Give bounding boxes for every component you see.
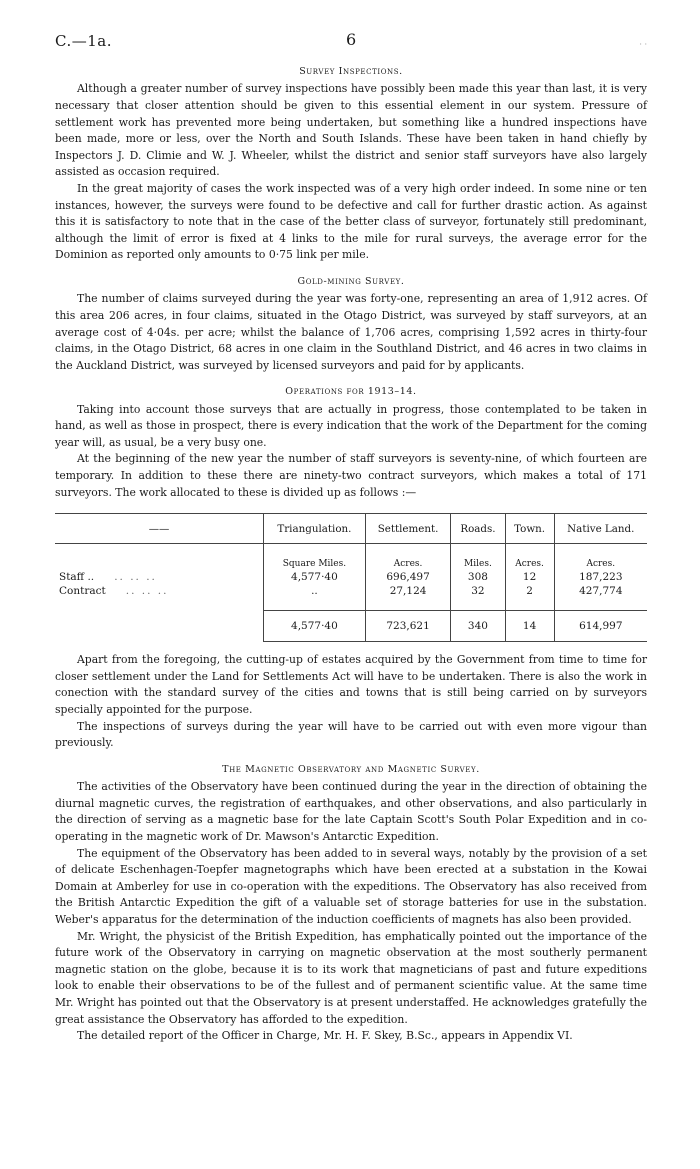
table-cell: 2 [505, 584, 554, 611]
table-units-row [55, 544, 647, 571]
paragraph: Taking into account those surveys that are actually in progress, those contemplated to be taken in hand, as well as those in prospect, there is every indication that the work of the Department for the coming year will, as usual, be a very busy one. [55, 402, 647, 449]
table-header-cell: Triangulation. [264, 514, 366, 544]
row-label: Staff .. .. .. .. [59, 571, 157, 584]
table-cell: 308 [451, 570, 505, 584]
total-cell: 723,621 [365, 611, 450, 642]
section-title-gold-mining: Gold-mining Survey. [297, 275, 405, 287]
document-page [55, 28, 647, 1045]
paragraph: In the great majority of cases the work inspected was of a very high order indeed. In some nine or ten instances, however, the surveys were found to be defective and call for further drastic action. As against this it is satisfactory to note that in the case of the better class of surveyor, fortunately still predominant, although the limit of error is fixed at 4 links to the mile for rural surveys, the average error for the Dominion as reported only amounts to 0·75 link per mile. [55, 181, 647, 262]
paragraph: The number of claims surveyed during the year was forty-one, representing an area of 1,912 acres. Of this area 206 acres, in four claims, situated in the Otago District, was surveyed by staff surveyors, at an average cost of 4·04s. per acre; whilst the balance of 1,706 acres, comprising 1,592 acres in thirty-four claims, in the Otago District, 68 acres in one claim in the Southland District, and 46 acres in two claims in the Auckland District, was surveyed by licensed surveyors and paid for by applicants. [55, 292, 647, 372]
table-cell: 427,774 [554, 584, 647, 611]
total-cell: 340 [451, 611, 505, 642]
page-header [55, 28, 647, 54]
table-cell: 27,124 [365, 584, 450, 611]
table-cell: 4,577·40 [264, 570, 366, 584]
table-header-cell: Roads. [451, 514, 505, 544]
work-allocation-table [55, 513, 647, 642]
total-cell: 14 [505, 611, 554, 642]
header-mark: · · [639, 40, 647, 49]
paragraph: The inspections of surveys during the year will have to be carried out with even more vigour than previously. [55, 719, 647, 750]
leader-dots: .. .. .. [125, 585, 169, 598]
section-title-operations: Operations for 1913–14. [285, 386, 417, 398]
row-label: Contract .. .. .. [59, 585, 169, 598]
paragraph: The detailed report of the Officer in Charge, Mr. H. F. Skey, B.Sc., appears in Appendix VI. [77, 1029, 573, 1043]
table-cell: 12 [505, 570, 554, 584]
table-header-blank: —— [55, 514, 264, 544]
table-cell: 187,223 [554, 570, 647, 584]
table-header-cell: Town. [505, 514, 554, 544]
total-cell: 4,577·40 [264, 611, 366, 642]
total-cell: 614,997 [554, 611, 647, 642]
table-unit-cell: Acres. [505, 544, 554, 571]
paragraph: The equipment of the Observatory has been added to in several ways, notably by the provision of a set of delicate Eschenhagen-Toepfer magnetographs which have been erected at a substation in the Kowai Domain at Amberley for use in co-operation with the expeditions. The Observatory has also received from the British Antarctic Expedition the gift of a valuable set of storage batteries for use in the substation. Weber's apparatus for the determination of the induction coefficients of magnets has also been provided. [55, 846, 647, 926]
table-unit-cell: Acres. [365, 544, 450, 571]
paragraph: Mr. Wright, the physicist of the British Expedition, has emphatically pointed out the importance of the future work of the Observatory in carrying on magnetic observation at the most southerly permanent magnetic station on the globe, because it is to its work that magneticians of past and future expeditions look to enable their observations to be of the fullest and of permanent scientific value. At the same time Mr. Wright has pointed out that the Observatory is at present understaffed. He acknowledges gratefully the great assistance the Observatory has afforded to the expedition. [55, 929, 647, 1026]
paragraph: Apart from the foregoing, the cutting-up of estates acquired by the Government from time to time for closer settlement under the Land for Settlements Act will have to be undertaken. There is also the work in conection with the standard survey of the cities and towns that is still being carried on by surveyors specially appointed for the purpose. [55, 653, 647, 717]
paragraph: The activities of the Observatory have been continued during the year in the direction of obtaining the diurnal magnetic curves, the registration of earthquakes, and other observations, and also particularly in the direction of serving as a magnetic base for the late Captain Scott's South Polar Expedition and in co-operating in the magnetic work of Dr. Mawson's Antarctic Expedition. [55, 780, 647, 843]
table-header-row [55, 514, 647, 544]
page-number: 6 [346, 30, 357, 49]
table-header-cell: Settlement. [365, 514, 450, 544]
section-title-magnetic: The Magnetic Observatory and Magnetic Survey. [222, 763, 480, 775]
table-row [55, 570, 647, 584]
table-unit-cell: Acres. [554, 544, 647, 571]
table-header-cell: Native Land. [554, 514, 647, 544]
section-title-survey-inspections: Survey Inspections. [299, 66, 403, 77]
table-total-row [55, 611, 647, 642]
document-reference: C.—1a. [55, 32, 112, 50]
table-cell: .. [264, 584, 366, 611]
table-cell: 32 [451, 584, 505, 611]
paragraph: At the beginning of the new year the number of staff surveyors is seventy-nine, of which fourteen are temporary. In addition to these there are ninety-two contract surveyors, which makes a total of 171 surveyors. The work allocated to these is divided up as follows :— [55, 452, 647, 499]
leader-dots: .. .. .. [114, 571, 157, 584]
table-unit-cell: Square Miles. [264, 544, 366, 571]
table-row [55, 584, 647, 611]
paragraph: Although a greater number of survey inspections have possibly been made this year than last, it is very necessary that closer attention should be given to this essential element in our system. Pressure of settlement work has prevented more being undertaken, but something like a hundred inspections have been made, more or less, over the North and South Islands. These have been taken in hand chiefly by Inspectors J. D. Climie and W. J. Wheeler, whilst the district and senior staff surveyors have also largely assisted as occasion required. [55, 82, 647, 179]
table-unit-cell: Miles. [451, 544, 505, 571]
table-cell: 696,497 [365, 570, 450, 584]
